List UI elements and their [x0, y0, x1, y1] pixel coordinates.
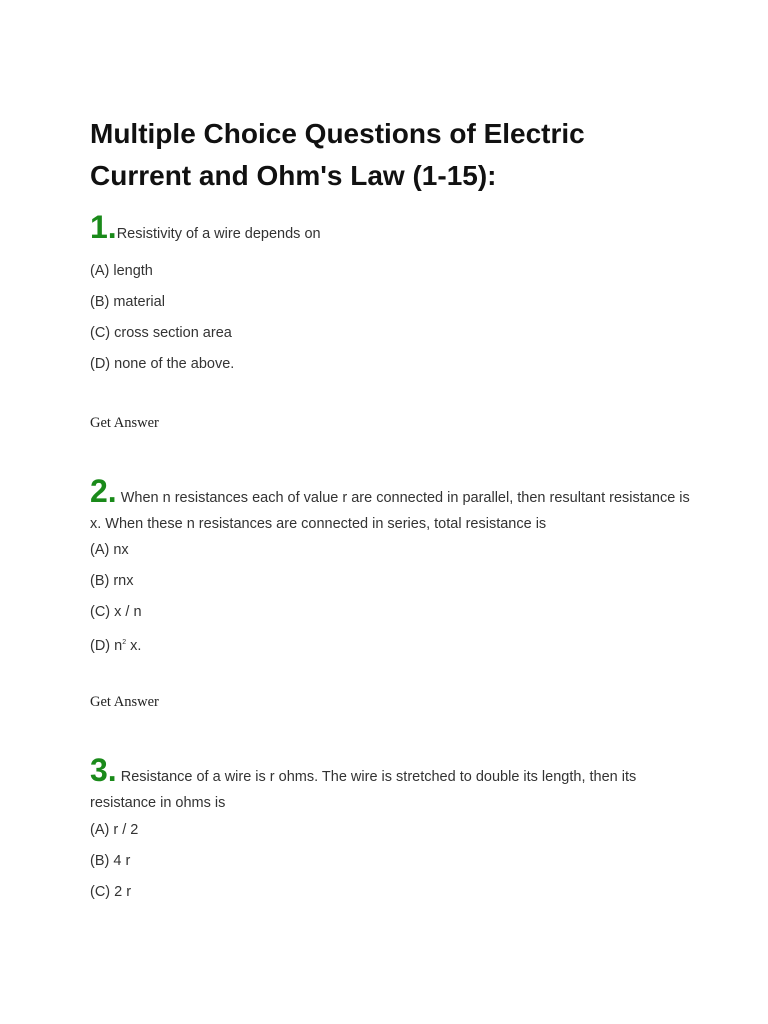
- question-prompt: [90, 473, 690, 537]
- option-b: (B) 4 r: [90, 853, 131, 869]
- option-d: (D) none of the above.: [90, 356, 235, 372]
- question-text: Resistance of a wire is r ohms. The wire is stretched to double its length, then its resistance in ohms is: [90, 769, 637, 811]
- question-1: [90, 209, 690, 247]
- option-d: [90, 633, 141, 656]
- question-text: Resistivity of a wire depends on: [116, 226, 321, 242]
- option-b: (B) material: [90, 294, 165, 310]
- option-c: (C) x / n: [90, 604, 142, 620]
- option-a: (A) r / 2: [90, 822, 139, 838]
- option-b: (B) rnx: [90, 573, 134, 589]
- option-d-prefix: (D) n: [90, 638, 123, 654]
- question-prompt: [90, 752, 690, 816]
- question-2: [90, 473, 690, 537]
- question-prompt: [90, 209, 690, 247]
- get-answer-link[interactable]: Get Answer: [90, 694, 159, 710]
- page-title: Multiple Choice Questions of Electric Current and Ohm's Law (1-15):: [90, 118, 585, 191]
- get-answer-link[interactable]: Get Answer: [90, 415, 159, 431]
- option-a: (A) length: [90, 263, 153, 279]
- question-number: 2.: [90, 473, 117, 509]
- question-number: 1.: [90, 209, 117, 245]
- option-d-suffix: x.: [126, 638, 142, 654]
- question-text: When n resistances each of value r are connected in parallel, then resultant resistance is x. When these n resistances are connected in series, total resistance is: [90, 490, 690, 532]
- option-a: (A) nx: [90, 542, 129, 558]
- question-number: 3.: [90, 752, 117, 788]
- superscript-two: 2: [122, 639, 127, 646]
- option-c: (C) cross section area: [90, 325, 232, 341]
- option-c: (C) 2 r: [90, 884, 132, 900]
- question-3: [90, 752, 690, 816]
